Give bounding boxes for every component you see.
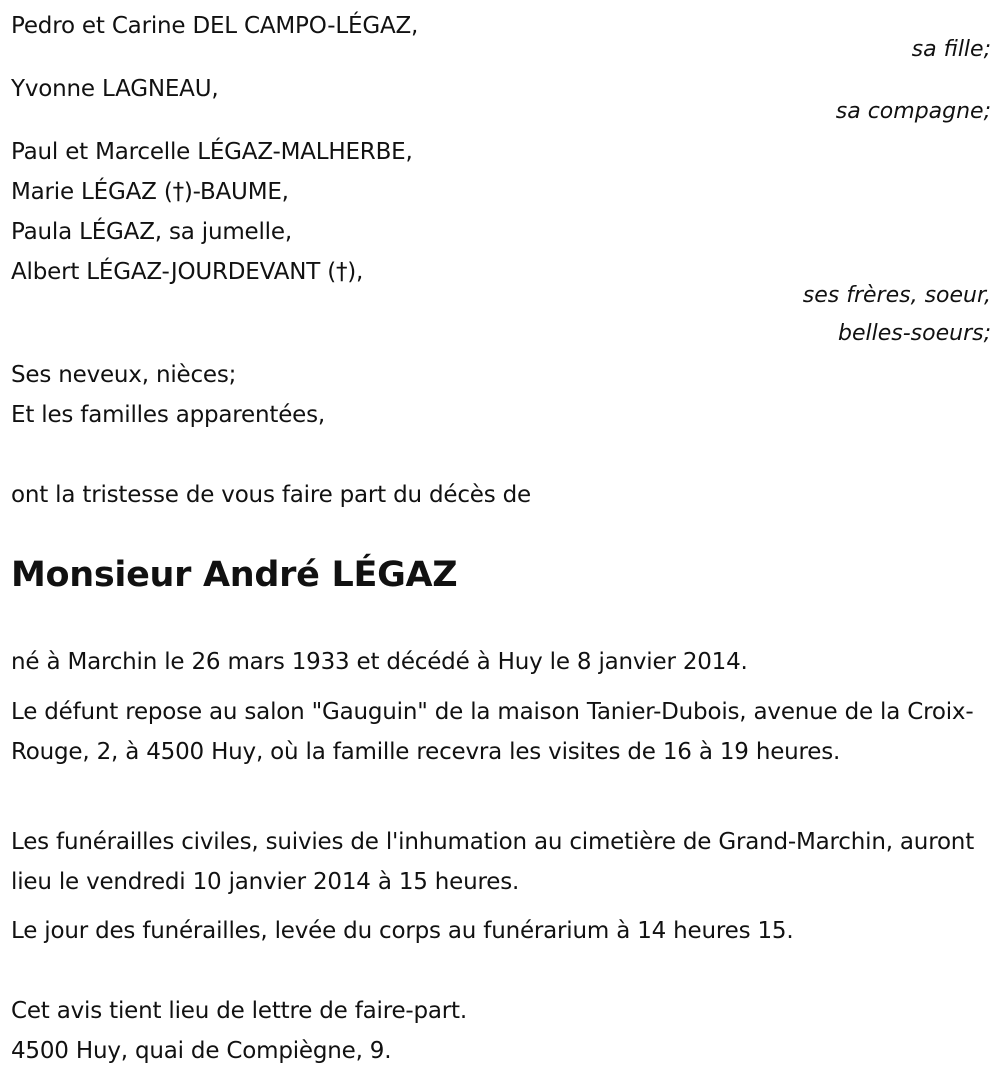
detail-funeral: Les funérailles civiles, suivies de l'inhumation au cimetière de Grand-Marchin, auront lieu le vendredi 10 janvier 2014 à 15 heures. [11, 829, 975, 895]
family-sibling-2: Marie LÉGAZ (†)-BAUME, [11, 179, 289, 205]
family-sibling-4: Albert LÉGAZ-JOURDEVANT (†), [11, 259, 364, 285]
family-siblings-relation-2: belles-soeurs; [838, 321, 991, 346]
family-others-2: Et les familles apparentées, [11, 402, 325, 428]
detail-birth-death: né à Marchin le 26 mars 1933 et décédé à Huy le 8 janvier 2014. [11, 649, 748, 675]
detail-procession: Le jour des funérailles, levée du corps au funérarium à 14 heures 15. [11, 918, 794, 944]
deceased-name: Monsieur André LÉGAZ [11, 555, 458, 595]
family-daughter-relation: sa fille; [911, 37, 991, 62]
family-daughter-names: Pedro et Carine DEL CAMPO-LÉGAZ, [11, 13, 419, 39]
announcement-text: ont la tristesse de vous faire part du décès de [11, 482, 531, 508]
family-others-1: Ses neveux, nièces; [11, 362, 237, 388]
detail-viewing: Le défunt repose au salon "Gauguin" de la maison Tanier-Dubois, avenue de la Croix-Rouge, 2, à 4500 Huy, où la famille recevra les visites de 16 à 19 heures. [11, 699, 974, 765]
footer-address: 4500 Huy, quai de Compiègne, 9. [11, 1038, 392, 1064]
family-sibling-1: Paul et Marcelle LÉGAZ-MALHERBE, [11, 139, 413, 165]
family-siblings-relation-1: ses frères, soeur, [802, 283, 991, 308]
family-companion-relation: sa compagne; [835, 99, 991, 124]
family-companion-names: Yvonne LAGNEAU, [11, 76, 219, 102]
family-sibling-3: Paula LÉGAZ, sa jumelle, [11, 219, 292, 245]
footer-note: Cet avis tient lieu de lettre de faire-part. [11, 998, 467, 1024]
